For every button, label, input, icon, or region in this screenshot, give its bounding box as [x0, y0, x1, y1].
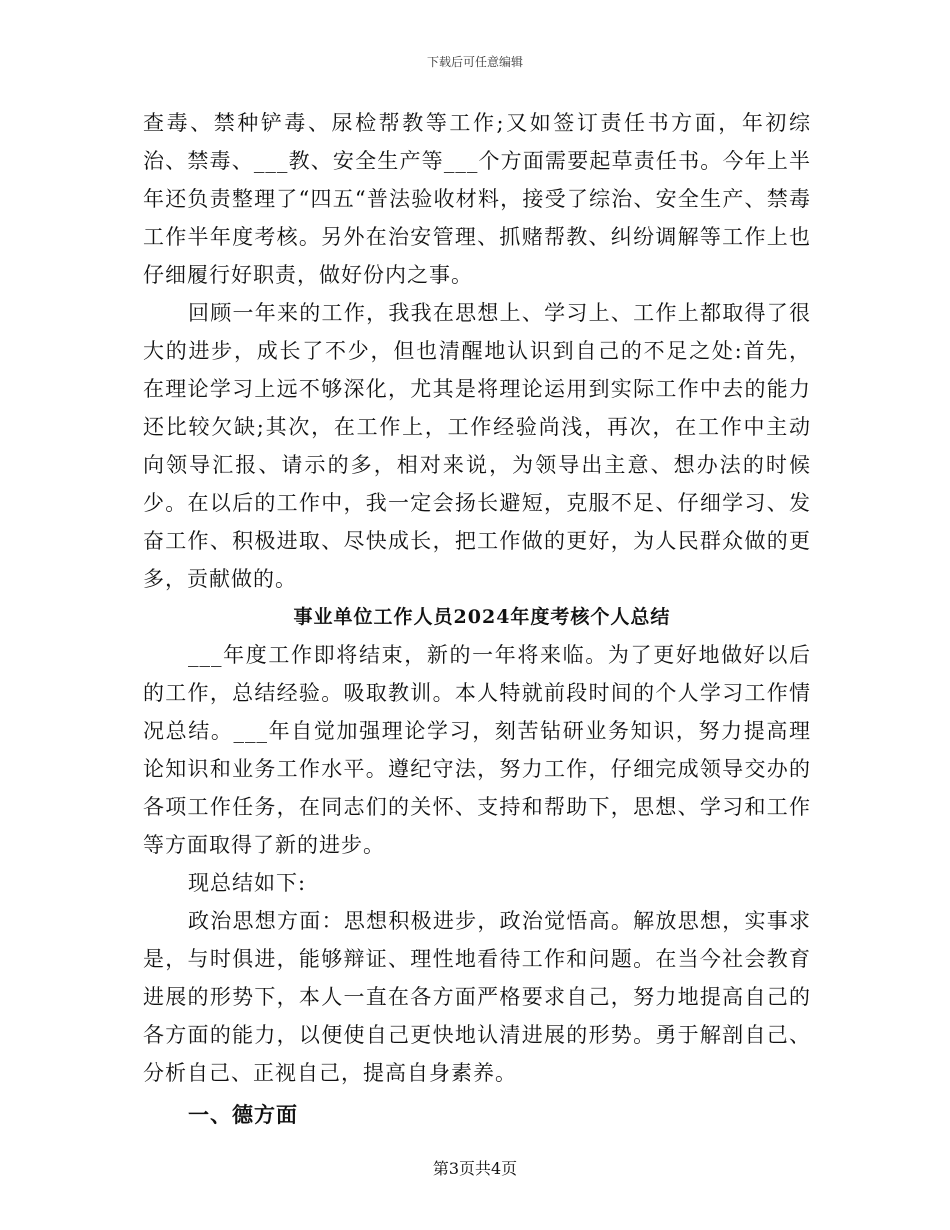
document-title: 事业单位工作人员2024年度考核个人总结	[293, 606, 671, 628]
section-heading: 一、德方面	[188, 1102, 298, 1127]
page-content	[143, 104, 811, 1134]
paragraph-continued: 查毒、禁种铲毒、尿检帮教等工作;又如签订责任书方面，年初综治、禁毒、___教、安全生产等___个方面需要起草责任书。今年上半年还负责整理了“四五“普法验收材料，接受了综治、安全生产、禁毒工作半年度考核。另外在治安管理、抓赌帮教、纠纷调解等工作上也仔细履行好职责，做好份内之事。	[143, 111, 811, 287]
paragraph-intro: ___年度工作即将结束，新的一年将来临。为了更好地做好以后的工作，总结经验。吸取教训。本人特就前段时间的个人学习工作情况总结。___年自觉加强理论学习，刻苦钻研业务知识，努力提高理论知识和业务工作水平。遵纪守法，努力工作，仔细完成领导交办的各项工作任务，在同志们的关怀、支持和帮助下，思想、学习和工作等方面取得了新的进步。	[143, 643, 811, 857]
page-footer: 第3页共4页	[432, 1159, 518, 1178]
page-header: 下载后可任意编辑	[426, 55, 523, 69]
paragraph-summary-lead: 现总结如下:	[188, 871, 307, 895]
paragraph-review: 回顾一年来的工作，我我在思想上、学习上、工作上都取得了很大的进步，成长了不少，但也清醒地认识到自己的不足之处:首先，在理论学习上远不够深化，尤其是将理论运用到实际工作中去的能力还比较欠缺;其次，在工作上，工作经验尚浅，再次，在工作中主动向领导汇报、请示的多，相对来说，为领导出主意、想办法的时候少。在以后的工作中，我一定会扬长避短，克服不足、仔细学习、发奋工作、积极进取、尽快成长，把工作做的更好，为人民群众做的更多，贡献做的。	[143, 301, 811, 591]
paragraph-political: 政治思想方面：思想积极进步，政治觉悟高。解放思想，实事求是，与时俱进，能够辩证、理性地看待工作和问题。在当今社会教育进展的形势下，本人一直在各方面严格要求自己，努力地提高自己的各方面的能力，以便使自己更快地认清进展的形势。勇于解剖自己、分析自己、正视自己，提高自身素养。	[143, 909, 811, 1085]
